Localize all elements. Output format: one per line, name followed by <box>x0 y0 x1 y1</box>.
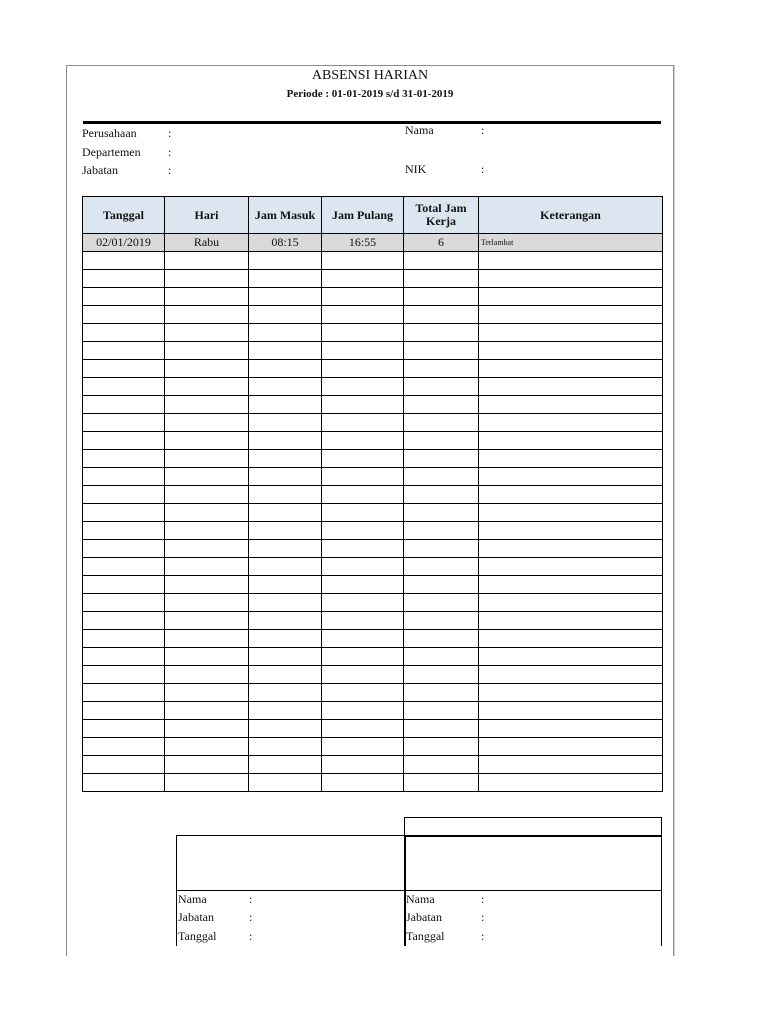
cell-jam-pulang <box>322 648 404 666</box>
cell-jam-masuk <box>249 468 322 486</box>
cell-keterangan: Terlambat <box>479 234 663 252</box>
cell-jam-pulang <box>322 378 404 396</box>
cell-jam-pulang <box>322 288 404 306</box>
table-row <box>83 558 663 576</box>
cell-jam-pulang <box>322 756 404 774</box>
cell-tanggal <box>83 630 165 648</box>
cell-hari <box>165 630 249 648</box>
cell-total-jam-kerja: 6 <box>404 234 479 252</box>
cell-jam-pulang <box>322 270 404 288</box>
cell-keterangan <box>479 666 663 684</box>
cell-jam-masuk <box>249 612 322 630</box>
cell-hari <box>165 720 249 738</box>
cell-total-jam-kerja <box>404 576 479 594</box>
info-label-nama: Nama <box>405 123 434 137</box>
cell-keterangan <box>479 756 663 774</box>
cell-keterangan <box>479 414 663 432</box>
cell-keterangan <box>479 576 663 594</box>
cell-total-jam-kerja <box>404 288 479 306</box>
cell-jam-masuk <box>249 666 322 684</box>
cell-hari: Rabu <box>165 234 249 252</box>
cell-jam-masuk <box>249 486 322 504</box>
table-row <box>83 684 663 702</box>
cell-tanggal <box>83 342 165 360</box>
column-header-jam-pulang: Jam Pulang <box>322 197 404 234</box>
cell-total-jam-kerja <box>404 504 479 522</box>
info-label-jabatan: Jabatan <box>82 163 118 177</box>
cell-hari <box>165 414 249 432</box>
cell-jam-pulang <box>322 594 404 612</box>
table-row <box>83 720 663 738</box>
employee-info-left <box>82 126 382 186</box>
cell-keterangan <box>479 324 663 342</box>
cell-keterangan <box>479 684 663 702</box>
cell-tanggal <box>83 360 165 378</box>
table-header-row <box>83 197 663 234</box>
cell-hari <box>165 684 249 702</box>
cell-tanggal <box>83 324 165 342</box>
cell-hari <box>165 594 249 612</box>
cell-hari <box>165 522 249 540</box>
cell-hari <box>165 288 249 306</box>
cell-keterangan <box>479 702 663 720</box>
cell-jam-masuk <box>249 594 322 612</box>
cell-total-jam-kerja <box>404 702 479 720</box>
cell-tanggal <box>83 486 165 504</box>
table-row <box>83 540 663 558</box>
cell-jam-masuk <box>249 630 322 648</box>
table-row <box>83 288 663 306</box>
cell-total-jam-kerja <box>404 540 479 558</box>
cell-keterangan <box>479 432 663 450</box>
cell-hari <box>165 432 249 450</box>
cell-hari <box>165 738 249 756</box>
cell-keterangan <box>479 288 663 306</box>
cell-jam-masuk <box>249 396 322 414</box>
cell-tanggal <box>83 756 165 774</box>
cell-jam-pulang <box>322 630 404 648</box>
cell-hari <box>165 378 249 396</box>
table-row <box>83 666 663 684</box>
cell-jam-masuk <box>249 252 322 270</box>
employee-info-right <box>405 123 605 183</box>
cell-jam-pulang <box>322 522 404 540</box>
cell-jam-pulang <box>322 396 404 414</box>
column-header-tanggal: Tanggal <box>83 197 165 234</box>
cell-tanggal <box>83 612 165 630</box>
cell-hari <box>165 648 249 666</box>
cell-jam-pulang <box>322 324 404 342</box>
table-row <box>83 522 663 540</box>
cell-jam-masuk <box>249 576 322 594</box>
cell-total-jam-kerja <box>404 306 479 324</box>
cell-total-jam-kerja <box>404 630 479 648</box>
signature-divider <box>176 890 661 891</box>
cell-keterangan <box>479 558 663 576</box>
table-row <box>83 234 663 252</box>
cell-tanggal <box>83 504 165 522</box>
cell-total-jam-kerja <box>404 414 479 432</box>
table-row <box>83 630 663 648</box>
cell-tanggal <box>83 450 165 468</box>
cell-jam-pulang <box>322 558 404 576</box>
table-row <box>83 324 663 342</box>
cell-jam-masuk <box>249 684 322 702</box>
cell-keterangan <box>479 468 663 486</box>
cell-tanggal <box>83 702 165 720</box>
cell-tanggal <box>83 774 165 792</box>
cell-total-jam-kerja <box>404 270 479 288</box>
cell-jam-pulang <box>322 702 404 720</box>
sig-right-tanggal-label: Tanggal <box>406 929 445 943</box>
sig-right-jabatan-label: Jabatan <box>406 910 442 924</box>
table-row <box>83 414 663 432</box>
cell-tanggal <box>83 666 165 684</box>
cell-hari <box>165 342 249 360</box>
cell-tanggal <box>83 558 165 576</box>
table-row <box>83 468 663 486</box>
info-label-nik: NIK <box>405 162 427 176</box>
cell-jam-pulang <box>322 540 404 558</box>
cell-jam-masuk <box>249 414 322 432</box>
cell-total-jam-kerja <box>404 684 479 702</box>
cell-jam-pulang <box>322 504 404 522</box>
column-header-jam-masuk: Jam Masuk <box>249 197 322 234</box>
cell-total-jam-kerja <box>404 252 479 270</box>
cell-jam-pulang <box>322 252 404 270</box>
sig-left-colon: : <box>249 929 253 943</box>
cell-jam-pulang <box>322 414 404 432</box>
cell-total-jam-kerja <box>404 666 479 684</box>
cell-total-jam-kerja <box>404 450 479 468</box>
cell-total-jam-kerja <box>404 360 479 378</box>
cell-hari <box>165 666 249 684</box>
cell-keterangan <box>479 738 663 756</box>
cell-jam-masuk <box>249 540 322 558</box>
info-colon: : <box>481 123 485 137</box>
table-body <box>83 234 663 792</box>
cell-jam-pulang <box>322 666 404 684</box>
info-label-departemen: Departemen <box>82 145 141 159</box>
cell-hari <box>165 360 249 378</box>
cell-jam-masuk <box>249 720 322 738</box>
cell-jam-masuk <box>249 306 322 324</box>
cell-jam-pulang <box>322 468 404 486</box>
cell-hari <box>165 486 249 504</box>
cell-total-jam-kerja <box>404 774 479 792</box>
cell-hari <box>165 270 249 288</box>
cell-total-jam-kerja <box>404 378 479 396</box>
cell-keterangan <box>479 594 663 612</box>
table-row <box>83 306 663 324</box>
cell-total-jam-kerja <box>404 648 479 666</box>
cell-total-jam-kerja <box>404 432 479 450</box>
cell-keterangan <box>479 540 663 558</box>
cell-hari <box>165 468 249 486</box>
table-row <box>83 486 663 504</box>
cell-keterangan <box>479 450 663 468</box>
cell-hari <box>165 540 249 558</box>
cell-hari <box>165 756 249 774</box>
cell-jam-masuk <box>249 774 322 792</box>
attendance-table <box>82 196 663 792</box>
cell-total-jam-kerja <box>404 522 479 540</box>
cell-jam-masuk <box>249 432 322 450</box>
table-row <box>83 360 663 378</box>
document-title: ABSENSI HARIAN <box>311 68 429 83</box>
table-row <box>83 504 663 522</box>
cell-hari <box>165 504 249 522</box>
cell-jam-pulang <box>322 342 404 360</box>
info-label-perusahaan: Perusahaan <box>82 126 137 140</box>
column-header-hari: Hari <box>165 197 249 234</box>
cell-total-jam-kerja <box>404 612 479 630</box>
cell-tanggal <box>83 738 165 756</box>
cell-jam-pulang <box>322 720 404 738</box>
cell-jam-masuk <box>249 378 322 396</box>
cell-tanggal <box>83 378 165 396</box>
cell-total-jam-kerja <box>404 342 479 360</box>
table-row <box>83 774 663 792</box>
cell-keterangan <box>479 522 663 540</box>
cell-jam-pulang <box>322 360 404 378</box>
cell-jam-pulang <box>322 450 404 468</box>
cell-keterangan <box>479 630 663 648</box>
cell-tanggal <box>83 540 165 558</box>
cell-tanggal <box>83 684 165 702</box>
cell-hari <box>165 558 249 576</box>
table-row <box>83 594 663 612</box>
cell-jam-pulang <box>322 738 404 756</box>
cell-hari <box>165 702 249 720</box>
cell-tanggal <box>83 468 165 486</box>
cell-keterangan <box>479 504 663 522</box>
table-row <box>83 756 663 774</box>
cell-hari <box>165 450 249 468</box>
table-row <box>83 342 663 360</box>
cell-hari <box>165 252 249 270</box>
cell-jam-masuk <box>249 288 322 306</box>
table-row <box>83 648 663 666</box>
signature-box-right-header <box>404 817 662 837</box>
cell-jam-masuk <box>249 522 322 540</box>
cell-jam-masuk <box>249 324 322 342</box>
cell-jam-masuk <box>249 756 322 774</box>
sig-right-colon: : <box>481 910 485 924</box>
cell-tanggal <box>83 720 165 738</box>
document-period: Periode : 01-01-2019 s/d 31-01-2019 <box>286 88 454 100</box>
info-colon: : <box>168 145 172 159</box>
cell-jam-masuk <box>249 648 322 666</box>
cell-keterangan <box>479 774 663 792</box>
cell-hari <box>165 612 249 630</box>
sig-left-colon: : <box>249 892 253 906</box>
cell-jam-masuk: 08:15 <box>249 234 322 252</box>
cell-keterangan <box>479 306 663 324</box>
cell-tanggal <box>83 252 165 270</box>
cell-jam-pulang <box>322 576 404 594</box>
column-header-total-jam-kerja: Total Jam Kerja <box>404 197 479 234</box>
cell-keterangan <box>479 270 663 288</box>
table-row <box>83 396 663 414</box>
cell-jam-pulang: 16:55 <box>322 234 404 252</box>
cell-jam-masuk <box>249 270 322 288</box>
info-colon: : <box>168 163 172 177</box>
cell-jam-masuk <box>249 504 322 522</box>
cell-jam-masuk <box>249 558 322 576</box>
sig-left-colon: : <box>249 910 253 924</box>
table-row <box>83 270 663 288</box>
cell-total-jam-kerja <box>404 558 479 576</box>
cell-total-jam-kerja <box>404 324 479 342</box>
sig-right-nama-label: Nama <box>406 892 435 906</box>
info-colon: : <box>168 126 172 140</box>
cell-keterangan <box>479 378 663 396</box>
cell-tanggal <box>83 648 165 666</box>
cell-jam-pulang <box>322 612 404 630</box>
cell-tanggal <box>83 594 165 612</box>
cell-tanggal <box>83 414 165 432</box>
cell-jam-pulang <box>322 684 404 702</box>
info-colon: : <box>481 162 485 176</box>
sig-left-nama-label: Nama <box>178 892 207 906</box>
cell-keterangan <box>479 342 663 360</box>
cell-keterangan <box>479 360 663 378</box>
cell-jam-pulang <box>322 486 404 504</box>
table-row <box>83 738 663 756</box>
sig-right-colon: : <box>481 892 485 906</box>
column-header-keterangan: Keterangan <box>479 197 663 234</box>
cell-total-jam-kerja <box>404 594 479 612</box>
cell-keterangan <box>479 720 663 738</box>
cell-hari <box>165 576 249 594</box>
cell-total-jam-kerja <box>404 738 479 756</box>
table-row <box>83 576 663 594</box>
cell-keterangan <box>479 648 663 666</box>
table-row <box>83 432 663 450</box>
cell-tanggal <box>83 270 165 288</box>
cell-tanggal: 02/01/2019 <box>83 234 165 252</box>
cell-keterangan <box>479 252 663 270</box>
cell-jam-masuk <box>249 342 322 360</box>
cell-jam-masuk <box>249 702 322 720</box>
cell-jam-masuk <box>249 450 322 468</box>
cell-tanggal <box>83 288 165 306</box>
cell-hari <box>165 306 249 324</box>
cell-tanggal <box>83 576 165 594</box>
cell-total-jam-kerja <box>404 486 479 504</box>
cell-keterangan <box>479 486 663 504</box>
cell-tanggal <box>83 396 165 414</box>
cell-tanggal <box>83 522 165 540</box>
cell-jam-pulang <box>322 774 404 792</box>
cell-hari <box>165 774 249 792</box>
table-row <box>83 378 663 396</box>
sig-left-tanggal-label: Tanggal <box>178 929 217 943</box>
cell-hari <box>165 324 249 342</box>
table-row <box>83 450 663 468</box>
cell-tanggal <box>83 306 165 324</box>
cell-total-jam-kerja <box>404 396 479 414</box>
cell-jam-masuk <box>249 360 322 378</box>
cell-total-jam-kerja <box>404 720 479 738</box>
cell-hari <box>165 396 249 414</box>
cell-keterangan <box>479 612 663 630</box>
cell-keterangan <box>479 396 663 414</box>
sig-left-jabatan-label: Jabatan <box>178 910 214 924</box>
cell-tanggal <box>83 432 165 450</box>
table-row <box>83 702 663 720</box>
sig-right-colon: : <box>481 929 485 943</box>
table-row <box>83 252 663 270</box>
cell-total-jam-kerja <box>404 468 479 486</box>
cell-jam-pulang <box>322 306 404 324</box>
cell-jam-masuk <box>249 738 322 756</box>
cell-jam-pulang <box>322 432 404 450</box>
table-row <box>83 612 663 630</box>
cell-total-jam-kerja <box>404 756 479 774</box>
